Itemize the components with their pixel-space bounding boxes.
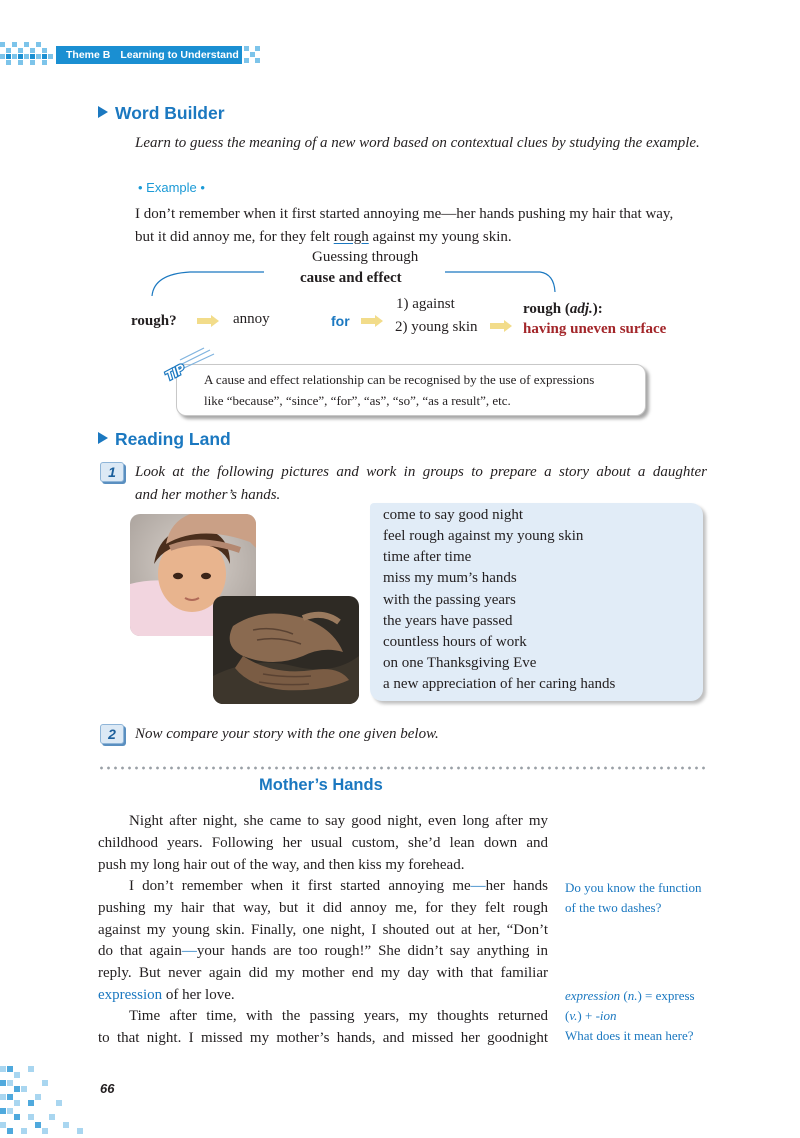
word-builder-instruction: Learn to guess the meaning of a new word based on contextual clues by studying the example. (135, 135, 700, 151)
page-number: 66 (100, 1081, 115, 1096)
story-line: I don’t remember when it first started annoying me—her hands (129, 878, 548, 894)
side-note-dashes: Do you know the function of the two dashes? (565, 880, 702, 915)
expression-highlight: expression (98, 986, 163, 1003)
activity-1-number: 1 (100, 462, 124, 482)
story-line: against my young skin. Finally, one night, I shouted out at her, “Don’t (98, 921, 548, 938)
theme-title: Learning to Understand (120, 49, 239, 61)
theme-header (56, 46, 242, 64)
story-paragraph-1 (98, 811, 548, 876)
diagram-result: rough (adj.): (523, 301, 603, 317)
diagram-word: rough? (131, 313, 177, 329)
activity-1-line-1: Look at the following pictures and work in groups to prepare a story about a daughter (135, 464, 707, 480)
dash-highlight: — (181, 943, 197, 960)
phrase-item: come to say good night (383, 507, 523, 523)
story-line: Time after time, with the passing years, my thoughts returned (129, 1008, 548, 1024)
triangle-bullet-icon (98, 106, 108, 118)
phrase-item: a new appreciation of her caring hands (383, 676, 616, 692)
story-line: push my long hair out of the way, and then kiss my forehead. (98, 856, 465, 873)
footer-pixel-decoration (0, 1066, 95, 1138)
example-label: • Example • (138, 180, 205, 195)
diagram-reason-1: 1) against (396, 296, 455, 312)
story-title: Mother’s Hands (259, 776, 383, 794)
arrow-right-icon (361, 315, 383, 327)
word-builder-heading: Word Builder (98, 103, 225, 124)
story-line: pushing my hair that way, but it did annoy me, for they felt rough (98, 899, 548, 916)
phrase-item: feel rough against my young skin (383, 528, 584, 544)
diagram-definition: having uneven surface (523, 321, 667, 337)
triangle-bullet-icon (98, 432, 108, 444)
arrow-right-icon (490, 320, 512, 332)
diagram-reason-2: 2) young skin (395, 319, 478, 335)
diagram-clue: annoy (233, 311, 270, 327)
story-line: do that again—your hands are too rough!” She didn’t say anything in (98, 943, 548, 960)
story-line: childhood years. Following her usual custom, she’d lean down and (98, 834, 548, 851)
reading-land-heading: Reading Land (98, 429, 231, 450)
example-line-2: but it did annoy me, for they felt rough against my young skin. (135, 229, 512, 245)
story-line: expression of her love. (98, 986, 235, 1003)
dash-highlight: — (470, 878, 486, 894)
diagram-connector: for (331, 313, 350, 329)
example-line-1: I don’t remember when it first started annoying me—her hands pushing my hair that way, (135, 206, 674, 222)
side-note-expression: expression (n.) = express (v.) + -ion What does it mean here? (565, 988, 695, 1043)
mothers-hands-photo (213, 596, 359, 704)
activity-2-text: Now compare your story with the one given below. (135, 726, 439, 742)
phrase-item: miss my mum’s hands (383, 570, 517, 586)
story-line: Night after night, she came to say good night, even long after my (129, 813, 548, 829)
phrase-item: the years have passed (383, 613, 513, 629)
dotted-divider (98, 766, 708, 770)
tip-line-1: A cause and effect relationship can be recognised by the use of expressions (204, 372, 595, 387)
tip-badge-label: TIP (162, 360, 188, 384)
phrase-item: on one Thanksgiving Eve (383, 655, 537, 671)
diagram-method-label: cause and effect (300, 270, 402, 286)
phrase-item: time after time (383, 549, 472, 565)
phrase-item: countless hours of work (383, 634, 527, 650)
story-line: reply. But never again did my mother end my day with that familiar (98, 965, 548, 982)
tip-line-2: like “because”, “since”, “for”, “as”, “so”, “as a result”, etc. (204, 393, 511, 408)
phrase-item: with the passing years (383, 592, 516, 608)
underlined-word: rough (333, 229, 369, 245)
activity-2-number: 2 (100, 724, 124, 744)
story-paragraph-2 (98, 876, 548, 1007)
arrow-right-icon (197, 315, 219, 327)
story-paragraph-3 (98, 1006, 548, 1050)
story-line: to that night. I missed my mother’s hands, and missed her goodnight (98, 1029, 548, 1046)
theme-label: Theme B (66, 49, 111, 61)
activity-1-line-2: and her mother’s hands. (135, 487, 281, 503)
diagram-guessing-label: Guessing through (312, 249, 419, 265)
